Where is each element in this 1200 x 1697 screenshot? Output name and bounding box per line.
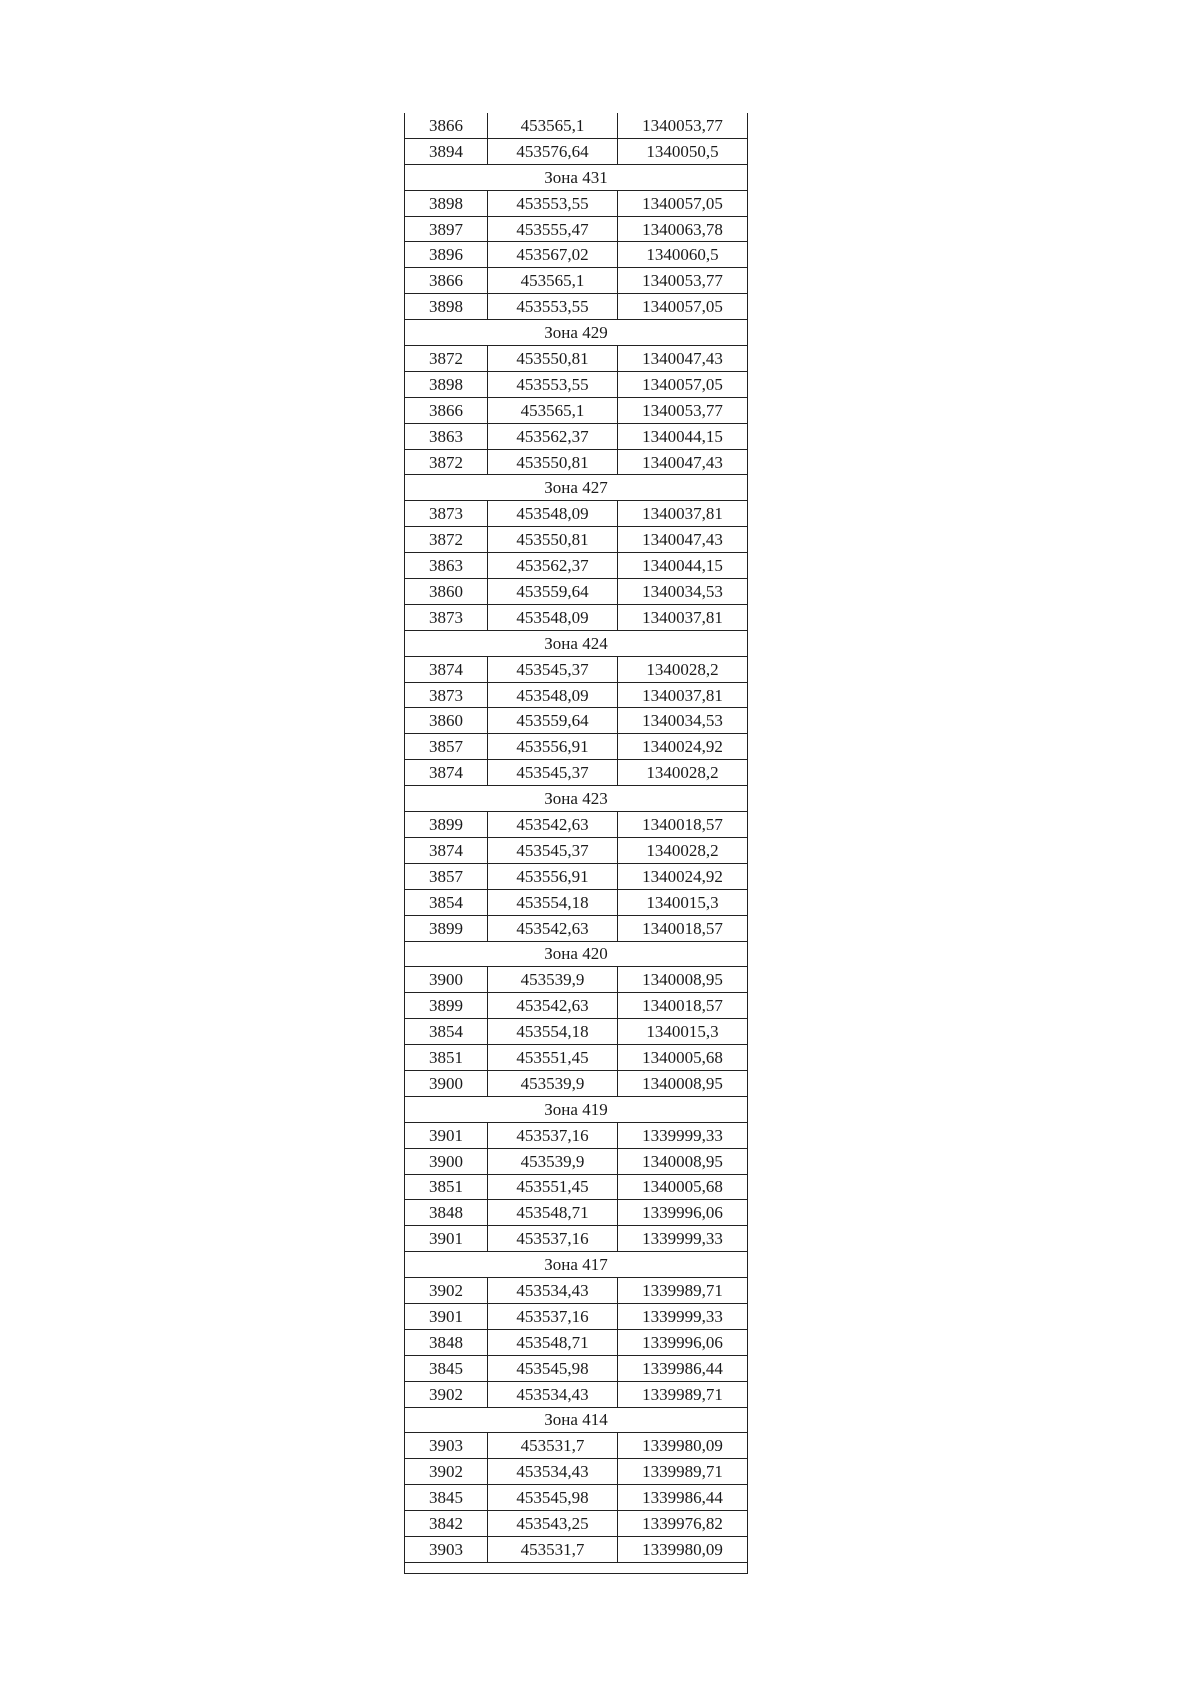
- point-number-cell: 3901: [405, 1122, 488, 1148]
- point-number-cell: 3873: [405, 682, 488, 708]
- point-number-cell: 3898: [405, 190, 488, 216]
- point-number-cell: 3860: [405, 708, 488, 734]
- point-row: [405, 1070, 748, 1096]
- y-coordinate-cell: 1340034,53: [618, 579, 748, 605]
- y-coordinate-cell: 1340008,95: [618, 1148, 748, 1174]
- point-row: [405, 113, 748, 138]
- zone-header-row: [405, 320, 748, 346]
- point-number-cell: 3857: [405, 863, 488, 889]
- point-row: [405, 371, 748, 397]
- point-row: [405, 837, 748, 863]
- y-coordinate-cell: 1340005,68: [618, 1174, 748, 1200]
- x-coordinate-cell: 453565,1: [488, 113, 618, 138]
- x-coordinate-cell: 453534,43: [488, 1381, 618, 1407]
- x-coordinate-cell: 453576,64: [488, 138, 618, 164]
- y-coordinate-cell: 1340044,15: [618, 423, 748, 449]
- y-coordinate-cell: 1340044,15: [618, 553, 748, 579]
- x-coordinate-cell: 453531,7: [488, 1536, 618, 1562]
- point-number-cell: 3900: [405, 967, 488, 993]
- y-coordinate-cell: 1340057,05: [618, 294, 748, 320]
- zone-label: Зона 431: [405, 164, 748, 190]
- x-coordinate-cell: 453548,71: [488, 1200, 618, 1226]
- y-coordinate-cell: 1340037,81: [618, 501, 748, 527]
- point-number-cell: 3902: [405, 1278, 488, 1304]
- zone-header-row: [405, 1252, 748, 1278]
- point-number-cell: 3848: [405, 1329, 488, 1355]
- point-row: [405, 708, 748, 734]
- x-coordinate-cell: 453545,98: [488, 1485, 618, 1511]
- x-coordinate-cell: 453537,16: [488, 1122, 618, 1148]
- y-coordinate-cell: 1340050,5: [618, 138, 748, 164]
- point-number-cell: 3898: [405, 371, 488, 397]
- point-row: [405, 1045, 748, 1071]
- point-row: [405, 656, 748, 682]
- point-row: [405, 527, 748, 553]
- point-number-cell: 3872: [405, 449, 488, 475]
- point-row: [405, 889, 748, 915]
- point-number-cell: 3842: [405, 1511, 488, 1537]
- point-row: [405, 1459, 748, 1485]
- y-coordinate-cell: 1340063,78: [618, 216, 748, 242]
- point-row: [405, 553, 748, 579]
- x-coordinate-cell: 453562,37: [488, 423, 618, 449]
- zone-header-row: [405, 630, 748, 656]
- blank-row: [405, 1562, 748, 1573]
- y-coordinate-cell: 1339980,09: [618, 1536, 748, 1562]
- x-coordinate-cell: 453562,37: [488, 553, 618, 579]
- y-coordinate-cell: 1340018,57: [618, 812, 748, 838]
- point-number-cell: 3900: [405, 1070, 488, 1096]
- point-number-cell: 3863: [405, 423, 488, 449]
- point-row: [405, 812, 748, 838]
- point-number-cell: 3845: [405, 1355, 488, 1381]
- point-row: [405, 1019, 748, 1045]
- y-coordinate-cell: 1340047,43: [618, 527, 748, 553]
- x-coordinate-cell: 453548,09: [488, 682, 618, 708]
- x-coordinate-cell: 453539,9: [488, 1148, 618, 1174]
- x-coordinate-cell: 453565,1: [488, 397, 618, 423]
- y-coordinate-cell: 1339986,44: [618, 1485, 748, 1511]
- point-row: [405, 1278, 748, 1304]
- y-coordinate-cell: 1340015,3: [618, 1019, 748, 1045]
- y-coordinate-cell: 1340053,77: [618, 397, 748, 423]
- point-row: [405, 449, 748, 475]
- point-number-cell: 3854: [405, 1019, 488, 1045]
- x-coordinate-cell: 453551,45: [488, 1045, 618, 1071]
- y-coordinate-cell: 1340034,53: [618, 708, 748, 734]
- point-row: [405, 1511, 748, 1537]
- y-coordinate-cell: 1340057,05: [618, 371, 748, 397]
- point-row: [405, 1148, 748, 1174]
- coordinates-table: [404, 113, 748, 1574]
- point-number-cell: 3901: [405, 1226, 488, 1252]
- y-coordinate-cell: 1340024,92: [618, 734, 748, 760]
- y-coordinate-cell: 1340015,3: [618, 889, 748, 915]
- x-coordinate-cell: 453545,37: [488, 656, 618, 682]
- point-row: [405, 1485, 748, 1511]
- point-number-cell: 3874: [405, 656, 488, 682]
- point-row: [405, 604, 748, 630]
- x-coordinate-cell: 453542,63: [488, 812, 618, 838]
- point-number-cell: 3854: [405, 889, 488, 915]
- zone-label: Зона 420: [405, 941, 748, 967]
- point-row: [405, 1226, 748, 1252]
- x-coordinate-cell: 453567,02: [488, 242, 618, 268]
- y-coordinate-cell: 1340057,05: [618, 190, 748, 216]
- x-coordinate-cell: 453539,9: [488, 1070, 618, 1096]
- x-coordinate-cell: 453548,71: [488, 1329, 618, 1355]
- y-coordinate-cell: 1340028,2: [618, 760, 748, 786]
- x-coordinate-cell: 453542,63: [488, 915, 618, 941]
- x-coordinate-cell: 453559,64: [488, 708, 618, 734]
- point-number-cell: 3874: [405, 837, 488, 863]
- y-coordinate-cell: 1339989,71: [618, 1459, 748, 1485]
- point-number-cell: 3857: [405, 734, 488, 760]
- y-coordinate-cell: 1340018,57: [618, 915, 748, 941]
- x-coordinate-cell: 453554,18: [488, 889, 618, 915]
- x-coordinate-cell: 453545,98: [488, 1355, 618, 1381]
- x-coordinate-cell: 453553,55: [488, 371, 618, 397]
- point-number-cell: 3894: [405, 138, 488, 164]
- point-number-cell: 3866: [405, 113, 488, 138]
- point-row: [405, 760, 748, 786]
- x-coordinate-cell: 453534,43: [488, 1459, 618, 1485]
- point-number-cell: 3851: [405, 1045, 488, 1071]
- zone-header-row: [405, 1096, 748, 1122]
- y-coordinate-cell: 1339999,33: [618, 1303, 748, 1329]
- point-row: [405, 682, 748, 708]
- point-row: [405, 138, 748, 164]
- x-coordinate-cell: 453542,63: [488, 993, 618, 1019]
- zone-header-row: [405, 786, 748, 812]
- point-number-cell: 3897: [405, 216, 488, 242]
- point-number-cell: 3902: [405, 1459, 488, 1485]
- zone-label: Зона 427: [405, 475, 748, 501]
- zone-header-row: [405, 1407, 748, 1433]
- y-coordinate-cell: 1340053,77: [618, 268, 748, 294]
- y-coordinate-cell: 1339976,82: [618, 1511, 748, 1537]
- point-number-cell: 3866: [405, 268, 488, 294]
- point-number-cell: 3848: [405, 1200, 488, 1226]
- point-number-cell: 3863: [405, 553, 488, 579]
- point-number-cell: 3903: [405, 1536, 488, 1562]
- point-number-cell: 3866: [405, 397, 488, 423]
- point-number-cell: 3873: [405, 501, 488, 527]
- y-coordinate-cell: 1339996,06: [618, 1329, 748, 1355]
- x-coordinate-cell: 453551,45: [488, 1174, 618, 1200]
- y-coordinate-cell: 1340060,5: [618, 242, 748, 268]
- point-row: [405, 1355, 748, 1381]
- zone-label: Зона 423: [405, 786, 748, 812]
- point-row: [405, 1200, 748, 1226]
- point-number-cell: 3872: [405, 527, 488, 553]
- x-coordinate-cell: 453559,64: [488, 579, 618, 605]
- point-row: [405, 967, 748, 993]
- x-coordinate-cell: 453531,7: [488, 1433, 618, 1459]
- x-coordinate-cell: 453565,1: [488, 268, 618, 294]
- zone-header-row: [405, 164, 748, 190]
- x-coordinate-cell: 453545,37: [488, 760, 618, 786]
- point-row: [405, 1122, 748, 1148]
- y-coordinate-cell: 1339989,71: [618, 1278, 748, 1304]
- point-row: [405, 294, 748, 320]
- x-coordinate-cell: 453554,18: [488, 1019, 618, 1045]
- point-row: [405, 1536, 748, 1562]
- y-coordinate-cell: 1340047,43: [618, 346, 748, 372]
- y-coordinate-cell: 1340008,95: [618, 1070, 748, 1096]
- y-coordinate-cell: 1340037,81: [618, 604, 748, 630]
- y-coordinate-cell: 1339986,44: [618, 1355, 748, 1381]
- point-row: [405, 993, 748, 1019]
- point-row: [405, 1381, 748, 1407]
- point-number-cell: 3899: [405, 915, 488, 941]
- point-row: [405, 268, 748, 294]
- x-coordinate-cell: 453548,09: [488, 501, 618, 527]
- x-coordinate-cell: 453550,81: [488, 449, 618, 475]
- point-row: [405, 579, 748, 605]
- x-coordinate-cell: 453550,81: [488, 346, 618, 372]
- point-number-cell: 3873: [405, 604, 488, 630]
- point-number-cell: 3860: [405, 579, 488, 605]
- y-coordinate-cell: 1339999,33: [618, 1122, 748, 1148]
- point-number-cell: 3872: [405, 346, 488, 372]
- y-coordinate-cell: 1339996,06: [618, 1200, 748, 1226]
- zone-label: Зона 419: [405, 1096, 748, 1122]
- point-row: [405, 242, 748, 268]
- point-row: [405, 190, 748, 216]
- x-coordinate-cell: 453537,16: [488, 1226, 618, 1252]
- point-number-cell: 3898: [405, 294, 488, 320]
- point-number-cell: 3874: [405, 760, 488, 786]
- x-coordinate-cell: 453556,91: [488, 734, 618, 760]
- point-number-cell: 3903: [405, 1433, 488, 1459]
- point-row: [405, 216, 748, 242]
- point-row: [405, 1174, 748, 1200]
- point-row: [405, 397, 748, 423]
- coordinates-table-body: [405, 113, 748, 1573]
- x-coordinate-cell: 453539,9: [488, 967, 618, 993]
- blank-cell: [405, 1562, 748, 1573]
- point-number-cell: 3902: [405, 1381, 488, 1407]
- x-coordinate-cell: 453553,55: [488, 190, 618, 216]
- point-number-cell: 3899: [405, 993, 488, 1019]
- point-row: [405, 346, 748, 372]
- point-number-cell: 3901: [405, 1303, 488, 1329]
- point-number-cell: 3900: [405, 1148, 488, 1174]
- point-row: [405, 423, 748, 449]
- y-coordinate-cell: 1339989,71: [618, 1381, 748, 1407]
- y-coordinate-cell: 1340008,95: [618, 967, 748, 993]
- point-row: [405, 1329, 748, 1355]
- point-row: [405, 915, 748, 941]
- x-coordinate-cell: 453545,37: [488, 837, 618, 863]
- y-coordinate-cell: 1340047,43: [618, 449, 748, 475]
- x-coordinate-cell: 453537,16: [488, 1303, 618, 1329]
- x-coordinate-cell: 453534,43: [488, 1278, 618, 1304]
- zone-label: Зона 417: [405, 1252, 748, 1278]
- zone-label: Зона 429: [405, 320, 748, 346]
- zone-label: Зона 424: [405, 630, 748, 656]
- y-coordinate-cell: 1340028,2: [618, 837, 748, 863]
- y-coordinate-cell: 1340005,68: [618, 1045, 748, 1071]
- y-coordinate-cell: 1340024,92: [618, 863, 748, 889]
- zone-header-row: [405, 941, 748, 967]
- point-number-cell: 3845: [405, 1485, 488, 1511]
- point-number-cell: 3896: [405, 242, 488, 268]
- point-row: [405, 734, 748, 760]
- point-row: [405, 863, 748, 889]
- y-coordinate-cell: 1340018,57: [618, 993, 748, 1019]
- y-coordinate-cell: 1340053,77: [618, 113, 748, 138]
- y-coordinate-cell: 1340037,81: [618, 682, 748, 708]
- y-coordinate-cell: 1339999,33: [618, 1226, 748, 1252]
- point-number-cell: 3851: [405, 1174, 488, 1200]
- y-coordinate-cell: 1340028,2: [618, 656, 748, 682]
- point-row: [405, 501, 748, 527]
- x-coordinate-cell: 453555,47: [488, 216, 618, 242]
- zone-header-row: [405, 475, 748, 501]
- zone-label: Зона 414: [405, 1407, 748, 1433]
- y-coordinate-cell: 1339980,09: [618, 1433, 748, 1459]
- point-row: [405, 1303, 748, 1329]
- x-coordinate-cell: 453543,25: [488, 1511, 618, 1537]
- point-number-cell: 3899: [405, 812, 488, 838]
- x-coordinate-cell: 453553,55: [488, 294, 618, 320]
- point-row: [405, 1433, 748, 1459]
- x-coordinate-cell: 453550,81: [488, 527, 618, 553]
- x-coordinate-cell: 453556,91: [488, 863, 618, 889]
- x-coordinate-cell: 453548,09: [488, 604, 618, 630]
